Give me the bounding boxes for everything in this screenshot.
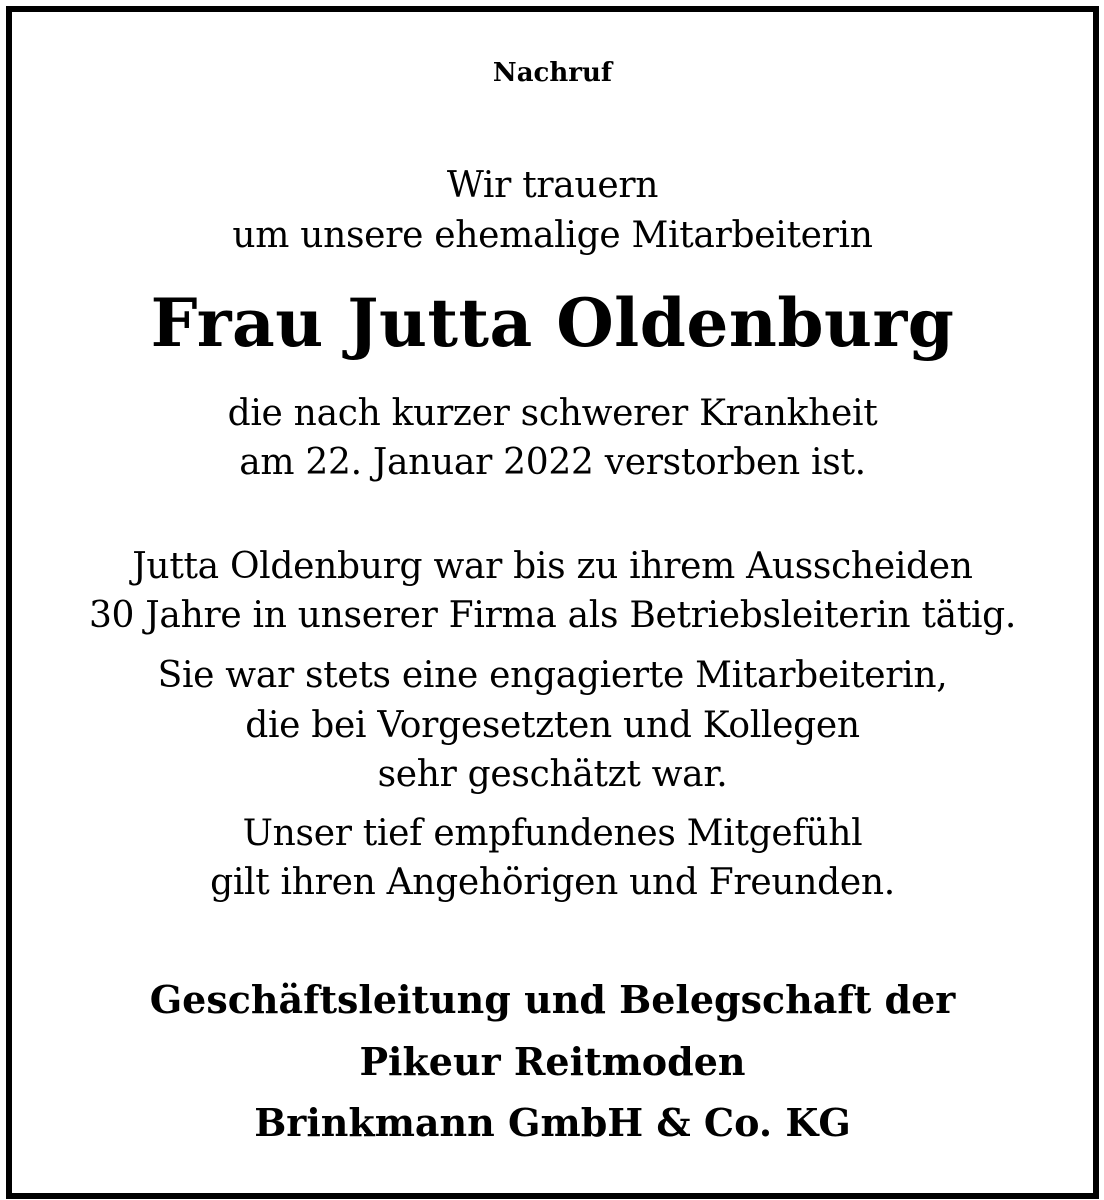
signature-line-3: Brinkmann GmbH & Co. KG	[254, 1100, 851, 1145]
death-line-1: die nach kurzer schwerer Krankheit	[227, 393, 878, 434]
intro-line-2: um unsere ehemalige Mitarbeiterin	[232, 215, 873, 256]
deceased-name: Frau Jutta Oldenburg	[150, 284, 955, 362]
career-line-2: 30 Jahre in unserer Firma als Betriebsleiterin tätig.	[88, 595, 1017, 636]
appreciation-line-3: sehr geschätzt war.	[377, 754, 728, 795]
career-line-1: Jutta Oldenburg war bis zu ihrem Ausscheiden	[132, 546, 973, 587]
condolence-line-1: Unser tief empfundenes Mitgefühl	[242, 813, 863, 854]
intro-line-1: Wir trauern	[446, 165, 659, 206]
obituary-heading: Nachruf	[492, 58, 613, 88]
signature-line-1: Geschäftsleitung und Belegschaft der	[149, 977, 956, 1022]
appreciation-line-2: die bei Vorgesetzten und Kollegen	[245, 705, 860, 746]
appreciation-line-1: Sie war stets eine engagierte Mitarbeiterin,	[157, 655, 948, 696]
obituary-frame	[6, 6, 1099, 1199]
condolence-line-2: gilt ihren Angehörigen und Freunden.	[210, 862, 895, 903]
death-line-2: am 22. Januar 2022 verstorben ist.	[239, 442, 866, 483]
signature-line-2: Pikeur Reitmoden	[359, 1039, 746, 1084]
